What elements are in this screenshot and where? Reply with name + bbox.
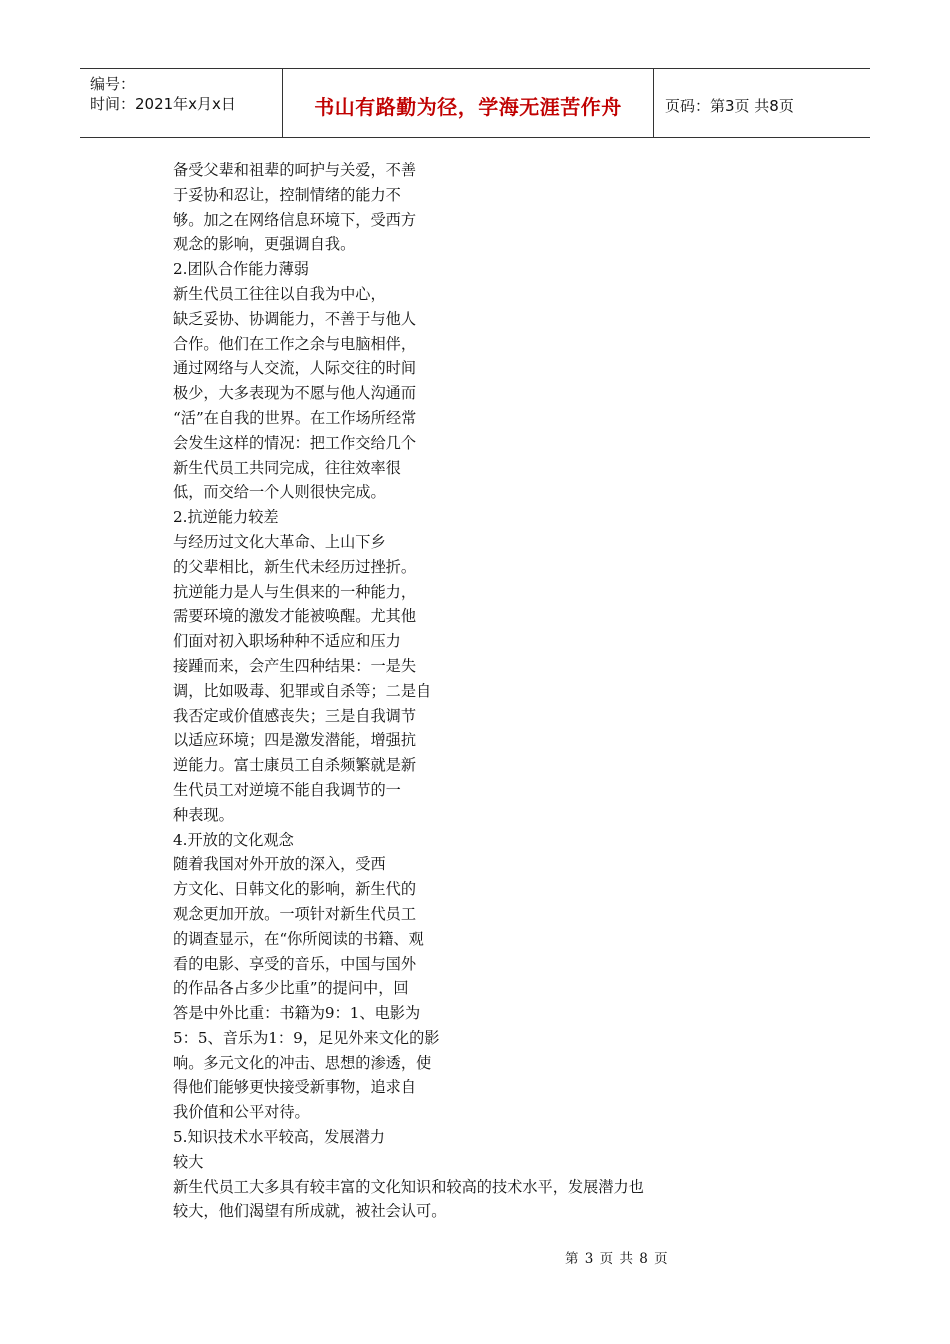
text-line: 生代员工对逆境不能自我调节的一 <box>173 780 401 799</box>
text-line: 备受父辈和祖辈的呵护与关爱，不善 <box>173 161 416 179</box>
text-line: 得他们能够更快接受新事物，追求自 <box>173 1078 416 1097</box>
header-motto: 书山有路勤为径，学海无涯苦作舟 <box>314 95 622 119</box>
text-line: 新生代员工共同完成，往往效率很 <box>173 458 401 477</box>
text-line: 种表现。 <box>173 805 234 824</box>
text-line: 缺乏妥协、协调能力，不善于与他人 <box>173 309 416 328</box>
text-line: 的调查显示，在“你所阅读的书籍、观 <box>173 929 424 948</box>
body-text <box>173 158 733 1224</box>
header-table <box>80 68 870 138</box>
text-line: 我否定或价值感丧失；三是自我调节 <box>173 706 416 725</box>
text-line: 通过网络与人交流，人际交往的时间 <box>173 359 416 378</box>
text-line: 观念更加开放。一项针对新生代员工 <box>173 904 416 923</box>
text-line: 答是中外比重：书籍为9：1、电影为 <box>173 1004 421 1023</box>
text-line: 新生代员工大多具有较丰富的文化知识和较高的技术水平，发展潜力也 <box>173 1177 644 1196</box>
header-page-number: 页码：第3页 共8页 <box>665 97 794 115</box>
text-line: 新生代员工往往以自我为中心， <box>173 284 386 303</box>
text-line: 响。多元文化的冲击、思想的渗透，使 <box>173 1053 432 1072</box>
text-line: 与经历过文化大革命、上山下乡 <box>173 532 386 551</box>
text-line: 合作。他们在工作之余与电脑相伴， <box>173 334 416 353</box>
text-line: 较大 <box>173 1152 204 1171</box>
text-line: 于妥协和忍让，控制情绪的能力不 <box>173 185 401 204</box>
text-line: 需要环境的激发才能被唤醒。尤其他 <box>173 607 416 626</box>
footer-page-number: 第 3 页 共 8 页 <box>565 1251 669 1267</box>
text-line: 逆能力。富士康员工自杀频繁就是新 <box>173 756 416 775</box>
text-line: 极少，大多表现为不愿与他人沟通而 <box>173 384 416 403</box>
text-line: 抗逆能力是人与生俱来的一种能力， <box>173 582 416 601</box>
text-line: 4.开放的文化观念 <box>173 830 294 849</box>
text-line: 我价值和公平对待。 <box>173 1103 310 1122</box>
text-line: 够。加之在网络信息环境下，受西方 <box>173 210 416 229</box>
text-line: 5.知识技术水平较高，发展潜力 <box>173 1128 385 1147</box>
text-line: 2.抗逆能力较差 <box>173 508 279 527</box>
text-line: 会发生这样的情况：把工作交给几个 <box>173 433 416 452</box>
header-motto-cell <box>283 69 654 137</box>
document-date-label: 时间：2021年x月x日 <box>90 95 236 113</box>
text-line: 5：5、音乐为1：9，足见外来文化的影 <box>173 1028 440 1047</box>
text-line: 们面对初入职场种种不适应和压力 <box>173 632 401 651</box>
text-line: 随着我国对外开放的深入，受西 <box>173 855 386 874</box>
header-page-cell <box>655 69 870 137</box>
text-line: 接踵而来，会产生四种结果：一是失 <box>173 656 416 675</box>
text-line: 调，比如吸毒、犯罪或自杀等；二是自 <box>173 681 432 700</box>
text-line: 以适应环境；四是激发潜能，增强抗 <box>173 731 416 750</box>
text-line: 低，而交给一个人则很快完成。 <box>173 483 386 502</box>
header-meta-cell <box>80 69 283 137</box>
text-line: 方文化、日韩文化的影响，新生代的 <box>173 880 416 899</box>
document-number-label: 编号： <box>90 75 136 93</box>
text-line: 看的电影、享受的音乐，中国与国外 <box>173 954 416 973</box>
text-line: 2.团队合作能力薄弱 <box>173 260 309 279</box>
text-line: 观念的影响，更强调自我。 <box>173 235 356 254</box>
text-line: 的作品各占多少比重”的提问中，回 <box>173 979 409 998</box>
text-line: 较大，他们渴望有所成就，被社会认可。 <box>173 1202 447 1221</box>
text-line: 的父辈相比，新生代未经历过挫折。 <box>173 557 416 576</box>
text-line: “活”在自我的世界。在工作场所经常 <box>173 408 417 427</box>
